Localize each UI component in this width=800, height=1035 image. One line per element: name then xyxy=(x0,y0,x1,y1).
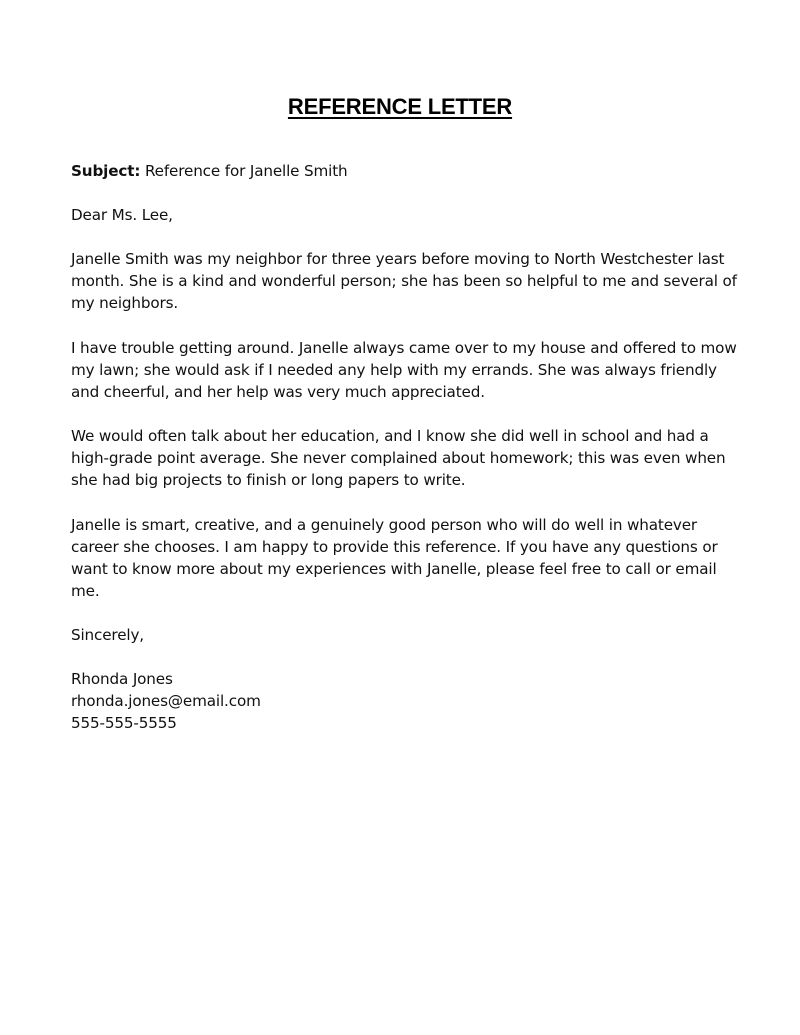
signature-email: rhonda.jones@email.com xyxy=(71,692,261,710)
closing: Sincerely, xyxy=(71,626,144,644)
subject-value: Reference for Janelle Smith xyxy=(140,162,348,180)
paragraph-1: Janelle Smith was my neighbor for three years before moving to North Westchester last month. She is a kind and wonderful person; she has been so helpful to me and several of my neighbors. xyxy=(71,250,737,312)
signature-phone: 555-555-5555 xyxy=(71,714,177,732)
paragraph-4: Janelle is smart, creative, and a genuinely good person who will do well in whatever career she chooses. I am happy to provide this reference. If you have any questions or want to know more about my experiences with Janelle, please feel free to call or email me. xyxy=(71,516,718,600)
paragraph-3: We would often talk about her education, and I know she did well in school and had a high-grade point average. She never complained about homework; this was even when she had big projects to finish or long papers to write. xyxy=(71,427,726,489)
subject-line xyxy=(71,160,741,182)
letter-title: REFERENCE LETTER xyxy=(287,94,513,119)
salutation: Dear Ms. Lee, xyxy=(71,206,173,224)
signature-name: Rhonda Jones xyxy=(71,670,173,688)
paragraph-2: I have trouble getting around. Janelle always came over to my house and offered to mow my lawn; she would ask if I needed any help with my errands. She was always friendly and cheerful, and her help was very much appreciated. xyxy=(71,339,737,401)
subject-label: Subject: xyxy=(71,162,141,180)
